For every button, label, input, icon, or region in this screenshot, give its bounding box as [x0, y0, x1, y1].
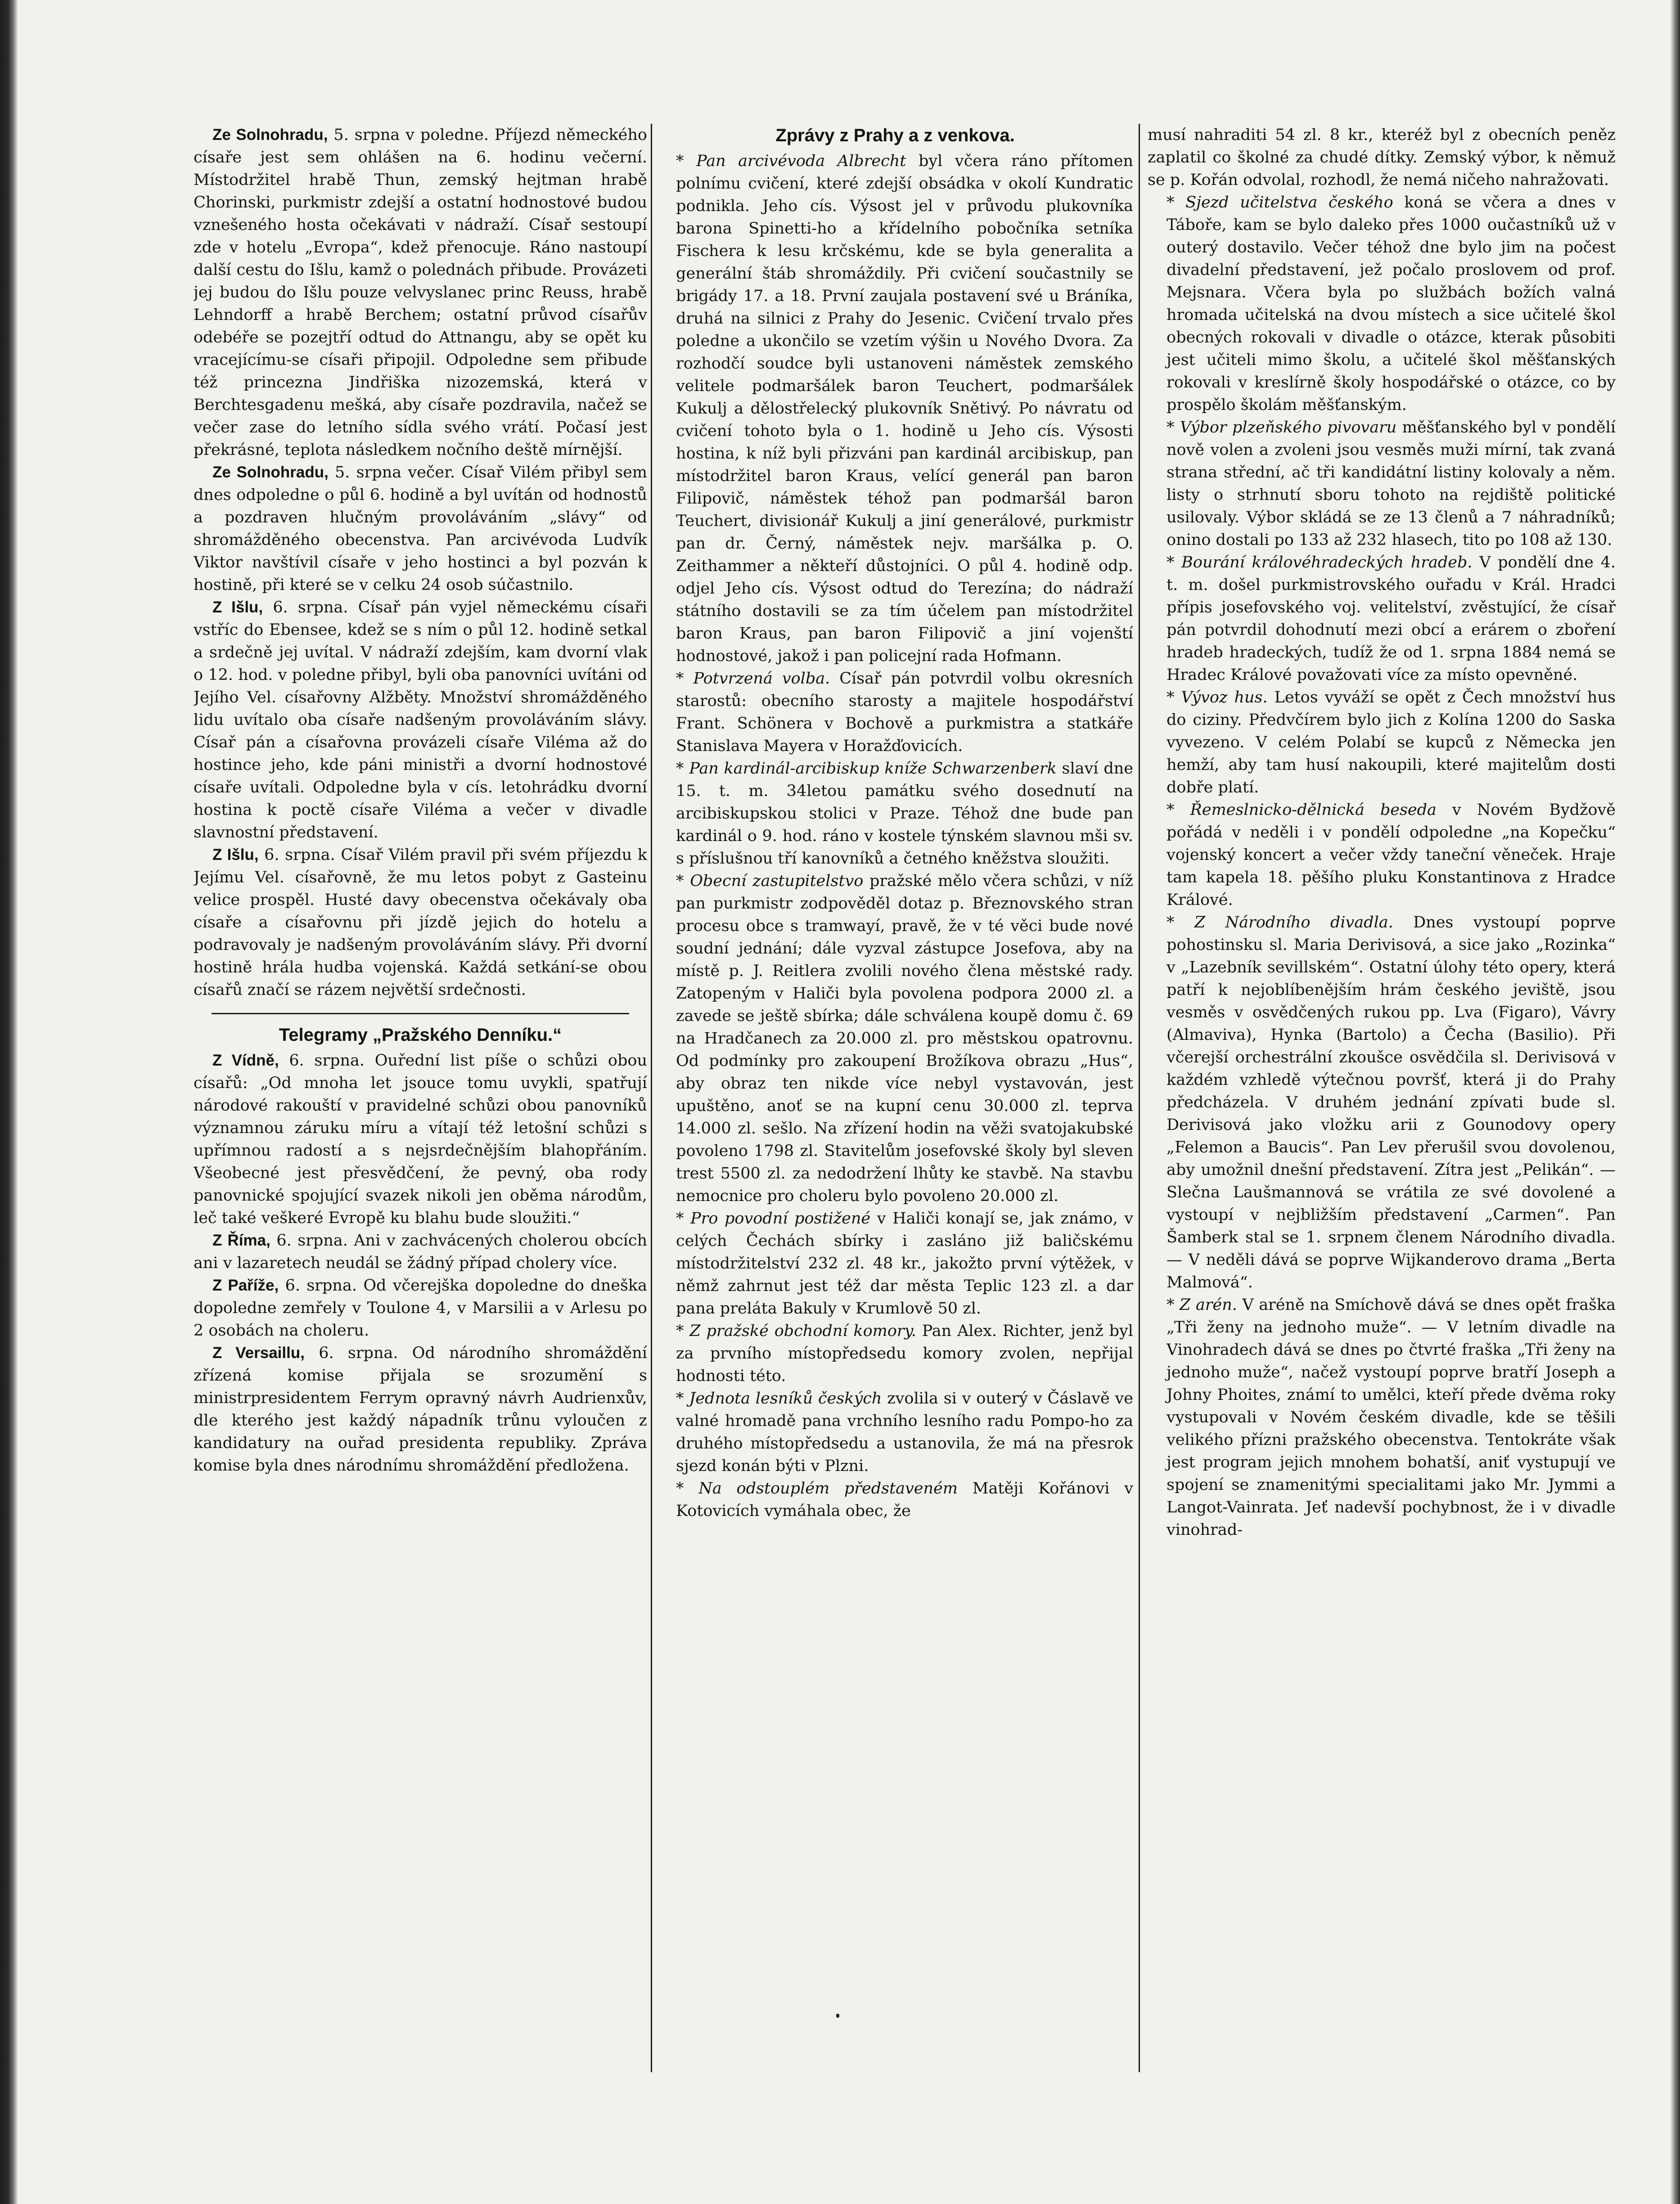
newspaper-page — [194, 124, 1616, 2072]
dateline: Z Paříže, — [212, 1277, 279, 1294]
news-item: * Výbor plzeňského pivovaru měšťanského byl v pondělí nově volen a zvoleni jsou vesměs muži mírní, tak zvaná strana střední, ač tři kandidátní listiny kolovaly a něm. listy o strhnutí sboru tohoto na rejdiště politické usilovaly. Výbor skládá se ze 13 členů a 7 náhradníků; onino dostali po 133 až 232 hlasech, tito po 108 až 130. — [1167, 418, 1616, 549]
news-item: * Z Národního divadla. Dnes vystoupí poprve pohostinsku sl. Maria Derivisová, a sice jako „Rozinka“ v „Lazebník sevillském“. Ostatní úlohy této opery, která patří k nejoblíbenějším hrám českého jeviště, jsou vesměs v osvědčených rukou pp. Lva (Figaro), Vávry (Almaviva), Hynka (Bartolo) a Čecha (Basilio). Při včerejší orchestrální zkoušce osvědčila sl. Derivisová v každém vzhledě výtečnou površť, která ji do Prahy předcházela. V druhém jednání zpívati bude sl. Derivisová jako vložku arii z Gounodovy opery „Felemon a Baucis“. Pan Lev přerušil svou dovolenou, aby umožnil dnešní představení. Zítra jest „Pelikán“. — Slečna Laušmannová se vrátila ze své dovolené a vystoupí v nejbližším představení „Carmen“. Pan Šamberk stal se 1. srpnem členem Národního divadla. — V neděli dává se poprve Wijkanderovo drama „Berta Malmová“. — [1167, 913, 1616, 1291]
scan-edge-left — [0, 0, 18, 2204]
column-2 — [657, 124, 1133, 2072]
telegram-item: Z Vídně, 6. srpna. Ouřední list píše o schůzi obou císařů: „Od mnoha let jsouce tomu uvykli, spatřují národové rakouští v pravidelné schůzi obou panovníků významnou záruku míru a vítají též letošní schůzi s upřímnou radostí a s nejsrdečnějším blahopřáním. Všeobecné jest přesvědčení, že pevný, oba rody panovnické spojující svazek nikoli jen oběma národům, leč také veškeré Evropě ku blahu bude sloužiti.“ — [194, 1052, 647, 1227]
news-item: Z Išlu, 6. srpna. Císař pán vyjel německému císaři vstříc do Ebensee, kdež se s ním o půl 12. hodině setkal a srdečně jej uvítal. V nádraží zdejším, kam dvorní vlak o 12. hod. v poledne přibyl, byli oba panovníci uvítáni od Jejího Vel. císařovny Alžběty. Množství shromážděného lidu uvítalo oba císaře nadšeným provoláváním slávy. Císař pán a císařovna provázeli císaře Viléma až do hostince jeho, kde páni ministři a dvorní hodnostové císaře uvítali. Odpoledne byla v cís. letohrádku dvorní hostina k poctě císaře Viléma a večer v divadle slavnostní představení. — [194, 598, 647, 841]
news-item: * Řemeslnicko-dělnická beseda v Novém Bydžově pořádá v neděli i v pondělí odpoledne „na Kopečku“ vojenský koncert a večer vždy taneční věneček. Hraje tam kapela 18. pěšího pluku Konstantinova z Hradce Králové. — [1167, 801, 1616, 909]
news-item: * Na odstouplém představeném Matěji Kořánovi v Kotovicích vymáhala obec, že — [676, 1480, 1133, 1520]
dateline: Z Išlu, — [212, 598, 263, 616]
item-title: Sjezd učitelstva českého — [1185, 193, 1393, 211]
news-item: * Bourání královéhradeckých hradeb. V pondělí dne 4. t. m. došel purkmistrovského ouřadu v Král. Hradci přípis josefovského voj. velitelství, zvěstující, že císař pán potvrdil dohodnutí mezi obcí a erárem o zboření hradeb hradeckých, tudíž že od 1. srpna 1884 nemá se Hradec Králové považovati více za místo opevněné. — [1167, 553, 1616, 684]
news-item-continued: musí nahraditi 54 zl. 8 kr., kteréž byl z obecních peněz zaplatil co školné za chudé dítky. Zemský výbor, k němuž se p. Kořán odvolal, rozhodl, že nemá ničeho nahražovati. — [1148, 126, 1616, 189]
news-item: * Pan kardinál-arcibiskup kníže Schwarzenberk slaví dne 15. t. m. 34letou památku svého dosednutí na arcibiskupskou stolici v Praze. Téhož dne bude pan kardinál o 9. hod. ráno v kostele týnském slavnou mši sv. s příslušnou tří kanovníků a četného kněžstva sloužiti. — [676, 760, 1133, 868]
news-item: * Obecní zastupitelstvo pražské mělo včera schůzi, v níž pan purkmistr zodpověděl dotaz p. Březnovského stran procesu obce s tramwayí, pravě, že v té věci bude nové soudní jednání; dále vyzval zástupce Josefova, aby na místě p. J. Reitlera zvolili nového člena městské rady. Zatopeným v Haliči byla povolena podpora 2000 zl. a zavede se ještě sbírka; dále schválena koupě domu č. 69 na Hradčanech za 20.000 zl. pro městskou opatrovnu. Od podmínky pro zakoupení Brožíkova obrazu „Hus“, aby obraz ten nikde více nebyl vystavován, jest upuštěno, anoť se na kupní cenu 30.000 zl. teprva 14.000 zl. sešlo. Na zřízení hodin na věži svatojakubské povoleno 1798 zl. Stavitelům josefovské školy byl sleven trest 5500 zl. za nedodržení lhůty ke stavbě. Na stavbu nemocnice pro choleru bylo povoleno 20.000 zl. — [676, 872, 1133, 1205]
dateline: Ze Solnohradu, — [212, 463, 329, 481]
ink-speck — [836, 2014, 839, 2018]
dateline: Ze Solnohradu, — [212, 126, 328, 144]
dateline: Z Vídně, — [212, 1052, 279, 1069]
dateline: Z Išlu, — [212, 846, 259, 864]
dateline: Z Versaillu, — [212, 1344, 305, 1362]
item-title: Vývoz hus. — [1181, 688, 1268, 706]
item-title: Z arén. — [1180, 1296, 1237, 1314]
scan-edge-right — [1670, 0, 1680, 2204]
item-title: Řemeslnicko-dělnická beseda — [1190, 801, 1437, 819]
item-title: Na odstouplém představeném — [698, 1480, 958, 1498]
item-title: Potvrzená volba. — [693, 670, 830, 688]
column-1 — [194, 124, 647, 2072]
telegram-item: Z Versaillu, 6. srpna. Od národního shromáždění zřízená komise přijala se srozumění s ministrpresidentem Ferrym opravný návrh Audrienxův, dle kterého jest každý nápadník trůnu vyloučen z kandidatury na ouřad presidenta republiky. Zpráva komise byla dnes národnímu shromáždění předložena. — [194, 1344, 647, 1475]
item-title: Pan arcivévoda Albrecht — [696, 152, 906, 170]
section-divider — [212, 1013, 629, 1014]
column-3 — [1148, 124, 1616, 2072]
item-title: Jednota lesníků českých — [689, 1390, 882, 1408]
news-item: * Jednota lesníků českých zvolila si v outerý v Čáslavě ve valné hromadě pana vrchního lesního radu Pompo-ho za druhého místopředsedu a ustanovila, že má na přesrok sjezd konán býti v Plzni. — [676, 1390, 1133, 1475]
dateline: Z Říma, — [212, 1232, 270, 1249]
news-item: * Sjezd učitelstva českého koná se včera a dnes v Táboře, kam se bylo daleko přes 1000 oučastníků už v outerý dostavilo. Večer téhož dne bylo jim na počest divadelní představení, jež počalo proslovem od prof. Mejsnara. Včera byla po službách božích valná hromada učitelská na dvou místech a sice učitelé škol obecných rokovali v divadle o otázce, kterak působiti jest učiteli mimo školu, a učitelé škol měšťanských rokovali v kreslírně školy hospodářské o otázce, co by prospělo školám měšťanským. — [1167, 193, 1616, 414]
item-title: Z Národního divadla. — [1194, 913, 1393, 931]
item-title: Obecní zastupitelstvo — [690, 872, 864, 890]
news-item: * Z arén. V aréně na Smíchově dává se dnes opět fraška „Tři ženy na jednoho muže“. — V letním divadle na Vinohradech dává se dnes po čtvrté fraška „Tři ženy na jednoho muže“, načež vystoupí poprve bratří Joseph a Johny Phoites, známí to umělci, kteří přede dvěma roky vystupovali v Novém českém divadle, kde se těšili velikého přízni pražského obecenstva. Tentokráte však jest program jejich mnohem bohatší, aniť vystupují ve spojení se znamenitými specialitami jako Mr. Jymmi a Langot-Vainrata. Jeť nadevší pochybnost, že i v divadle vinohrad- — [1167, 1296, 1616, 1539]
column-rule — [651, 124, 652, 2072]
news-item: Ze Solnohradu, 5. srpna v poledne. Příjezd německého císaře jest sem ohlášen na 6. hodinu večerní. Místodržitel hrabě Thun, zemský hejtman hrabě Chorinski, purkmistr zdejší a ostatní hodnostové budou vznešeného hosta očekávati v nádraží. Císař sestoupí zde v hotelu „Evropa“, kdež přenocuje. Ráno nastoupí další cestu do Išlu, kamž o polednách přibude. Provázeti jej budou do Išlu pouze velvyslanec princ Reuss, hrabě Lehndorff a hrabě Berchem; ostatní průvod císařův odebéře se pozejtří odtud do Attnangu, aby se opět ku vracejícímu-se císaři připojil. Odpoledne sem přibude též princezna Jindřiška nizozemská, která v Berchtesgadenu mešká, aby císaře pozdravila, načež se večer zase do letního sídla svého vrátí. Počasí jest překrásné, teplota následkem nočního deště mírnější. — [194, 126, 647, 459]
news-item: * Z pražské obchodní komory. Pan Alex. Richter, jenž byl za prvního místopředsedu komory zvolen, nepřijal hodnosti této. — [676, 1322, 1133, 1385]
telegram-item: Z Říma, 6. srpna. Ani v zachvácených cholerou obcích ani v lazaretech neudál se žádný případ cholery více. — [194, 1232, 647, 1272]
news-item: * Pro povodní postižené v Haliči konají se, jak známo, v celých Čechách sbírky i zasláno již baličskému místodržitelství 232 zl. 48 kr., jakožto první výtěžek, v němž zahrnut jest též dar města Teplic 123 zl. a dar pana preláta Bakuly v Krumlově 50 zl. — [676, 1210, 1133, 1318]
news-item: Ze Solnohradu, 5. srpna večer. Císař Vilém přibyl sem dnes odpoledne o půl 6. hodině a byl uvítán od hodnostů a pozdraven hlučným provoláváním „slávy“ od shromážděného obecenstva. Pan arcivévoda Ludvík Viktor navštívil císaře v jeho hostinci a byl pozván k hostině, při které se v celku 24 osob súčastnilo. — [194, 463, 647, 594]
telegram-item: Z Paříže, 6. srpna. Od včerejška dopoledne do dneška dopoledne zemřely v Toulone 4, v Marsilii a v Arlesu po 2 osobách na choleru. — [194, 1277, 647, 1340]
item-title: Výbor plzeňského pivovaru — [1180, 418, 1397, 436]
item-title: Z pražské obchodní komory. — [689, 1322, 916, 1340]
item-title: Pro povodní postižené — [690, 1210, 871, 1228]
item-title: Pan kardinál-arcibiskup kníže Schwarzenberk — [689, 760, 1057, 778]
section-heading: Zprávy z Prahy a z venkova. — [775, 126, 1015, 145]
item-title: Bourání královéhradeckých hradeb. — [1181, 553, 1473, 571]
section-heading: Telegramy „Pražského Denníku.“ — [279, 1025, 562, 1045]
news-item: Z Išlu, 6. srpna. Císař Vilém pravil při svém příjezdu k Jejímu Vel. císařovně, že mu letos pobyt z Gasteinu velice prospěl. Husté davy obecenstva očekávaly oba císaře a císařovnu při jízdě jejich do hotelu a podravovaly je nadšeným provoláváním slávy. Při dvorní hostině hrála hudba vojenská. Každá setkání-se obou císařů značí se rázem největší srdečnosti. — [194, 846, 647, 999]
column-rule — [1139, 124, 1140, 2072]
news-item: * Potvrzená volba. Císař pán potvrdil volbu okresních starostů: obecního starosty a majitele hospodářství Frant. Schönera v Bochově a purkmistra a statkáře Stanislava Mayera v Horažďovicích. — [676, 670, 1133, 755]
news-item: * Pan arcivévoda Albrecht byl včera ráno přítomen polnímu cvičení, které zdejší obsádka v okolí Kundratic podnikla. Jeho cís. Výsost jel v průvodu plukovníka barona Spinetti-ho a křídelního pobočníka setníka Fischera k lesu krčskému, kde se byla generalita a generální štáb shromáždily. Při cvičení součastnily se brigády 17. a 18. První zaujala postavení své u Bráníka, druhá na silnici z Prahy do Jesenic. Cvičení trvalo přes poledne a ukončilo se vzetím výšin u Nového Dvora. Za rozhodčí soudce byli ustanoveni náměstek zemského velitele podmaršálek baron Teuchert, podmaršálek Kukulj a dělostřelecký plukovník Snětivý. Po návratu od cvičení tohoto byla o 1. hodině u Jeho cís. Výsosti hostina, k níž byli přizváni pan kardinál arcibiskup, pan místodržitel baron Kraus, velící generál pan baron Filipovič, náměstek téhož pan podmaršál baron Teuchert, divisionář Kukulj a jiní generálové, purkmistr pan dr. Černý, náměstek nejv. maršálka p. O. Zeithammer a někteří důstojníci. O půl 4. hodině odp. odjel Jeho cís. Výsost odtud do Terezína; do nádraží státního dostavili se za tím účelem pan místodržitel baron Kraus, pan baron Filipovič a jiní vojenští hodnostové, jakož i pan policejní rada Hofmann. — [676, 152, 1133, 665]
news-item: * Vývoz hus. Letos vyváží se opět z Čech množství hus do ciziny. Předvčírem bylo jich z Kolína 1200 do Saska vyvezeno. V celém Polabí se kupců z Německa jen hemží, aby tam husí nakoupili, které majitelům dosti dobře platí. — [1167, 688, 1616, 796]
